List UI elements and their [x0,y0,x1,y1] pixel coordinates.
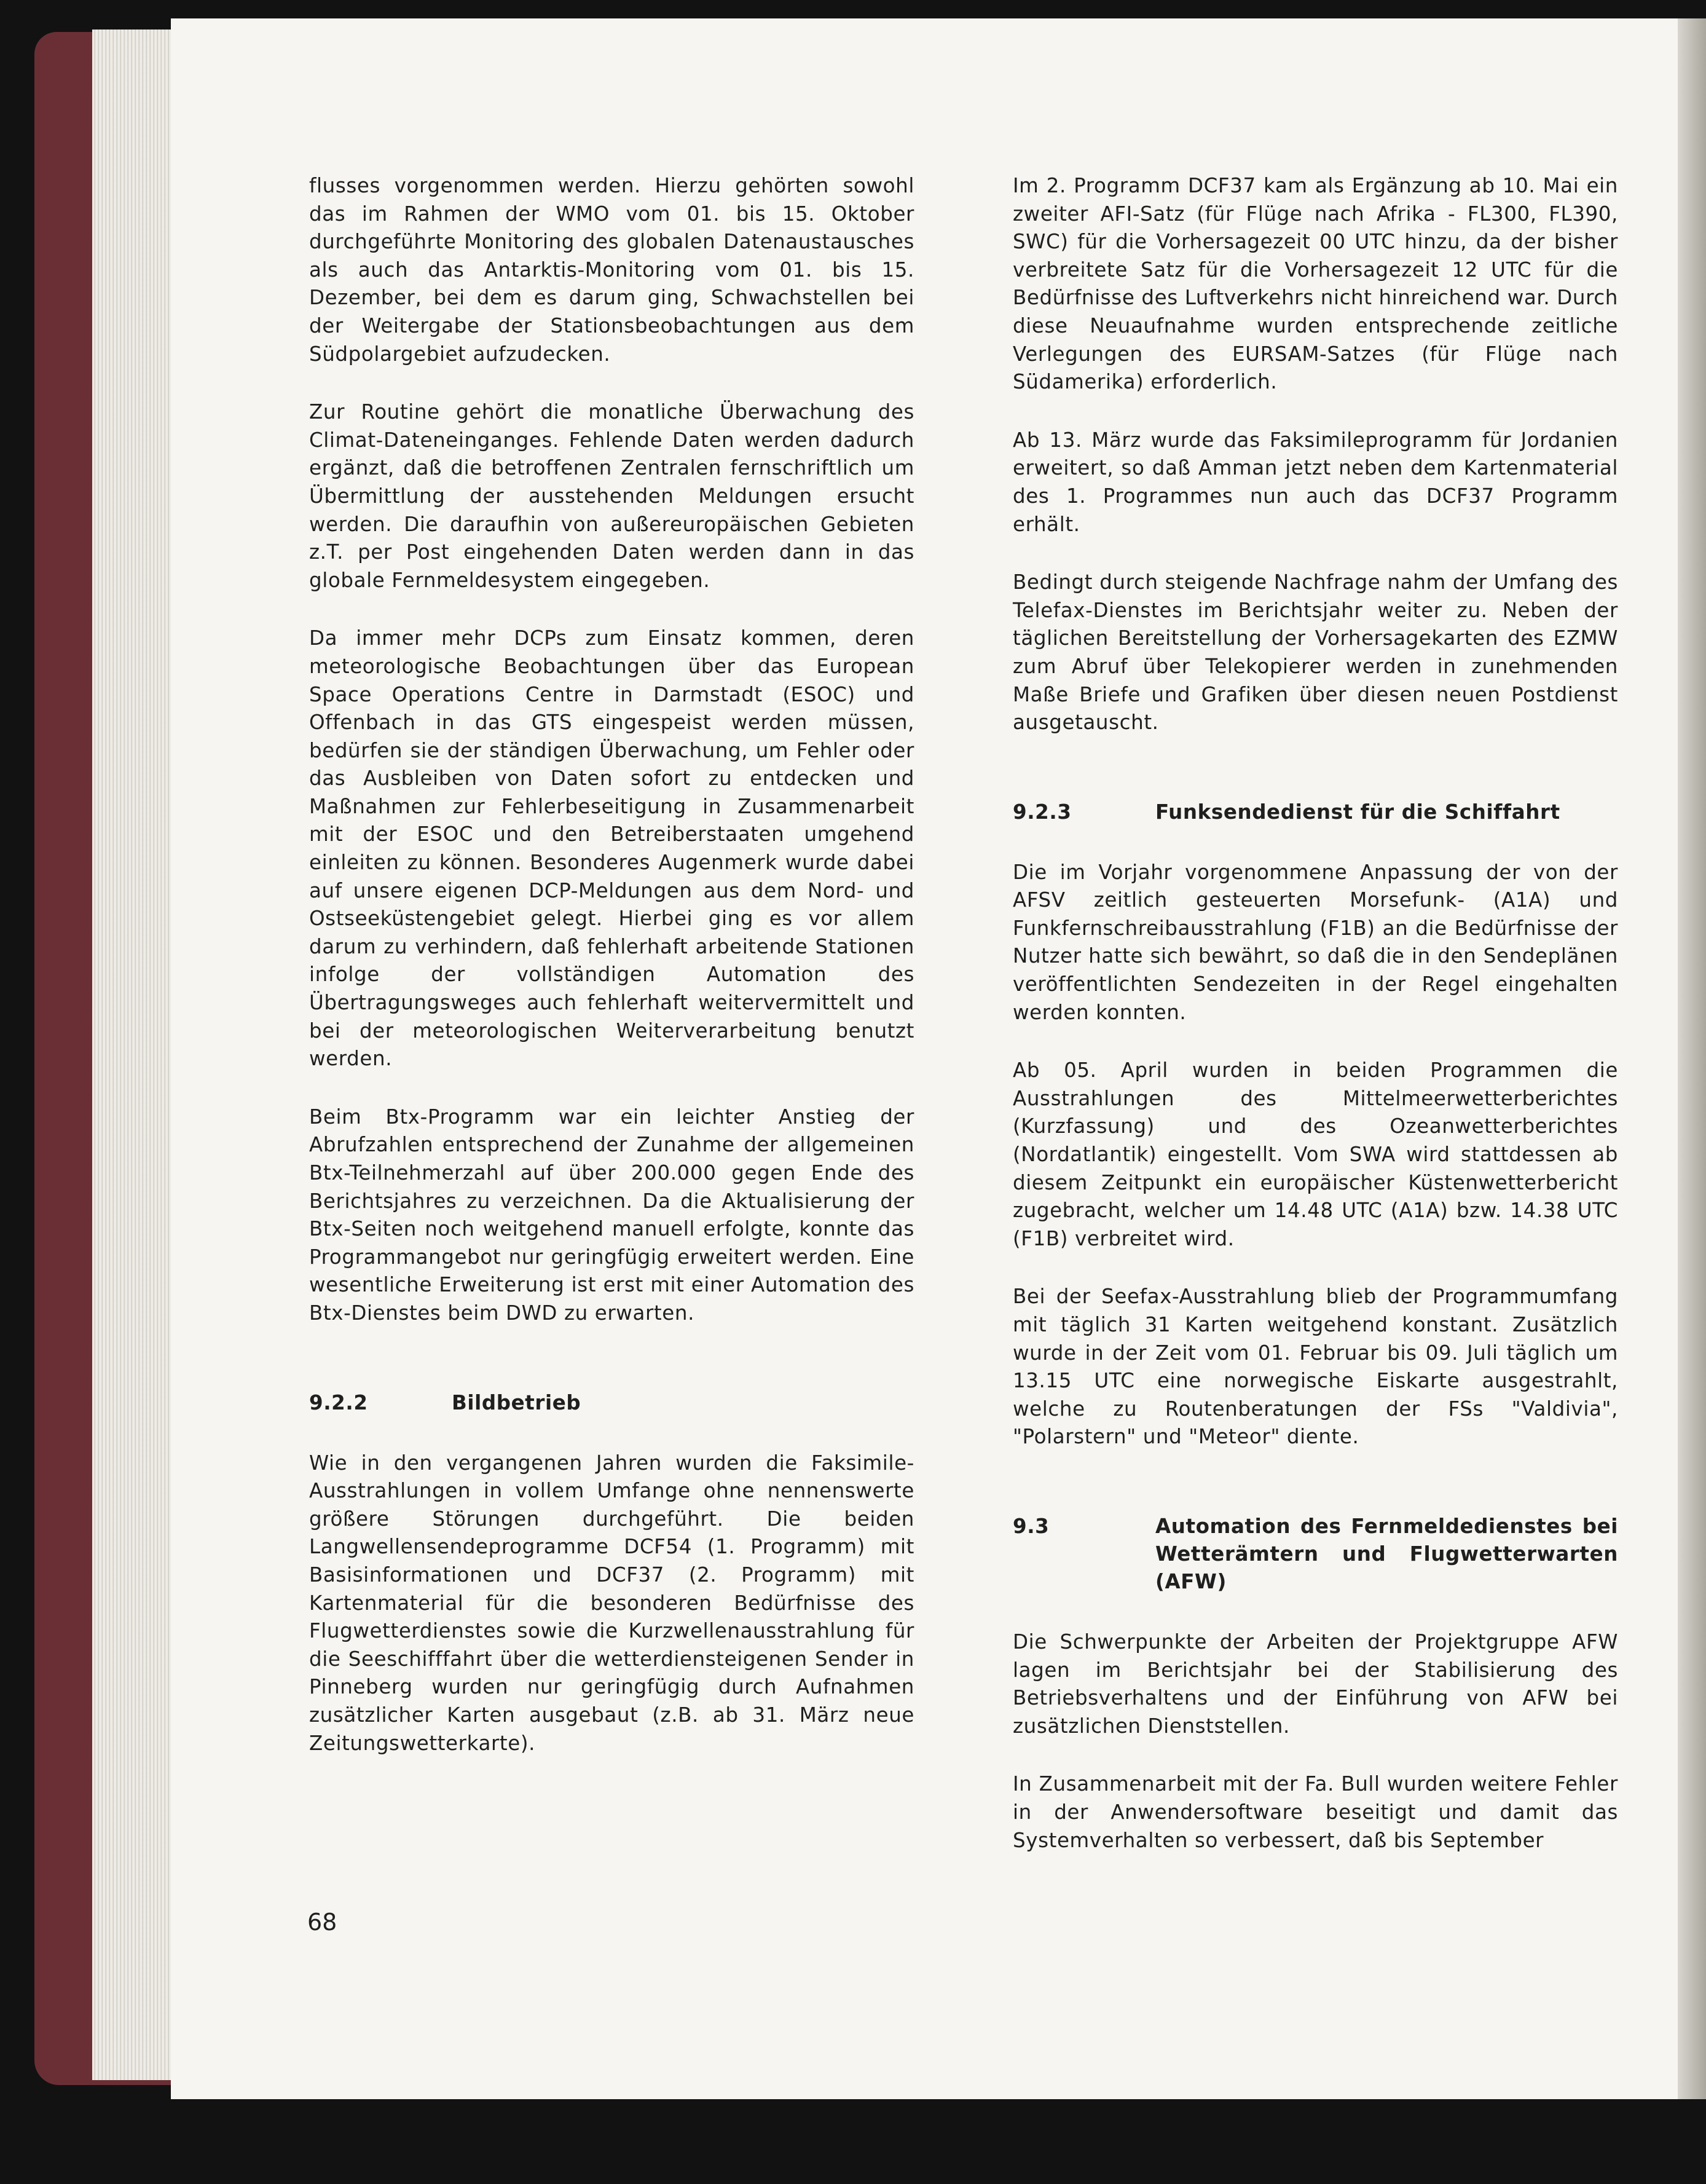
section-number: 9.3 [1013,1514,1050,1538]
section-title: Automation des Fernmeldedienstes bei Wetterämtern und Flugwetterwarten (AFW) [1155,1514,1618,1593]
paragraph: Im 2. Programm DCF37 kam als Ergänzung ab 10. Mai ein zweiter AFI-Satz (für Flüge nach Afrika - FL300, FL390, SWC) für die Vorhersagezeit 00 UTC hinzu, da der bisher verbreitete Satz für die Vorhersagezeit 12 UTC für die Bedürfnisse des Luftverkehrs nicht hinreichend war. Durch diese Neuaufnahme wurden entsprechende zeitliche Verlegungen des EURSAM-Satzes (für Flüge nach Südamerika) erforderlich. [1013,174,1618,394]
paragraph: flusses vorgenommen werden. Hierzu gehörten sowohl das im Rahmen der WMO vom 01. bis 15. Oktober durchgeführte Monitoring des globalen Datenaustausches als auch das Antarktis-Monitoring vom 01. bis 15. Dezember, bei dem es darum ging, Schwachstellen bei der Weitergabe der Stationsbeobachtungen aus dem Südpolargebiet aufzudecken. [309,174,914,366]
section-title: Funksendedienst für die Schiffahrt [1155,800,1560,824]
paragraph: Ab 13. März wurde das Faksimileprogramm für Jordanien erweitert, so daß Amman jetzt neben dem Kartenmaterial des 1. Programmes nun auch das DCF37 Programm erhält. [1013,428,1618,536]
paragraph: Zur Routine gehört die monatliche Überwachung des Climat-Dateneinganges. Fehlende Daten werden dadurch ergänzt, daß die betroffenen Zentralen fernschriftlich um Übermittlung der ausstehenden Meldungen ersucht werden. Die daraufhin von außereuropäischen Gebieten z.T. per Post eingehenden Daten werden dann in das globale Fernmeldesystem eingegeben. [309,400,914,592]
section-number: 9.2.3 [1013,800,1072,824]
section-number: 9.2.2 [309,1390,368,1414]
paragraph: Ab 05. April wurden in beiden Programmen die Ausstrahlungen des Mittelmeerwetterberichtes (Kurzfassung) und des Ozeanwetterberichtes (Nordatlantik) eingestellt. Vom SWA wird stattdessen ab diesem Zeitpunkt ein europäischer Küstenwetterbericht zugebracht, welcher um 14.48 UTC (A1A) bzw. 14.38 UTC (F1B) verbreitet wird. [1013,1058,1618,1250]
page-fold-shadow [1678,18,1706,2099]
section-heading-9-2-2 [309,1389,914,1417]
paragraph: In Zusammenarbeit mit der Fa. Bull wurden weitere Fehler in der Anwendersoftware beseitigt und damit das Systemverhalten so verbessert, daß bis September [1013,1772,1618,1852]
paragraph: Die Schwerpunkte der Arbeiten der Projektgruppe AFW lagen im Berichtsjahr bei der Stabilisierung des Betriebsverhaltens und der Einführung von AFW bei zusätzlichen Dienststellen. [1013,1630,1618,1738]
paragraph: Bedingt durch steigende Nachfrage nahm der Umfang des Telefax-Dienstes im Berichtsjahr weiter zu. Neben der täglichen Bereitstellung der Vorhersagekarten des EZMW zum Abruf über Telekopierer werden in zunehmenden Maße Briefe und Grafiken über diesen neuen Postdienst ausgetauscht. [1013,570,1618,735]
section-heading-9-3 [1013,1513,1618,1596]
paragraph: Bei der Seefax-Ausstrahlung blieb der Programmumfang mit täglich 31 Karten weitgehend konstant. Zusätzlich wurde in der Zeit vom 01. Februar bis 09. Juli täglich um 13.15 UTC eine norwegische Eiskarte ausgestrahlt, welche zu Routenberatungen der FSs "Valdivia", "Polarstern" und "Meteor" diente. [1013,1285,1618,1449]
section-title: Bildbetrieb [452,1390,581,1414]
paragraph: Die im Vorjahr vorgenommene Anpassung der von der AFSV zeitlich gesteuerten Morsefunk- (A1A) und Funkfernschreibausstrahlung (F1B) an die Bedürfnisse der Nutzer hatte sich bewährt, so daß die in den Sendeplänen veröffentlichten Sendezeiten in der Regel eingehalten werden konnten. [1013,860,1618,1024]
paragraph: Beim Btx-Programm war ein leichter Anstieg der Abrufzahlen entsprechend der Zunahme der allgemeinen Btx-Teilnehmerzahl auf über 200.000 gegen Ende des Berichtsjahres zu verzeichnen. Da die Aktualisierung der Btx-Seiten noch weitgehend manuell erfolgte, konnte das Programmangebot nur geringfügig erweitert werden. Eine wesentliche Erweiterung ist erst mit einer Automation des Btx-Dienstes beim DWD zu erwarten. [309,1105,914,1325]
right-column [1013,172,1618,1885]
page-number: 68 [307,1909,337,1936]
paragraph: Da immer mehr DCPs zum Einsatz kommen, deren meteorologische Beobachtungen über das European Space Operations Centre in Darmstadt (ESOC) und Offenbach in das GTS eingespeist werden müssen, bedürfen sie der ständigen Überwachung, um Fehler oder das Ausbleiben von Daten sofort zu entdecken und Maßnahmen zur Fehlerbeseitigung in Zusammenarbeit mit der ESOC und den Betreiberstaaten umgehend einleiten zu können. Besonderes Augenmerk wurde dabei auf unsere eigenen DCP-Meldungen aus dem Nord- und Ostseeküstengebiet gelegt. Hierbei ging es vor allem darum zu verhindern, daß fehlerhaft arbeitende Stationen infolge der vollständigen Automation des Übertragungsweges auch fehlerhaft weitervermittelt und bei der meteorologischen Weiterverarbeitung benutzt werden. [309,626,914,1071]
page-edges [92,30,178,2080]
left-column [309,172,914,1788]
paragraph: Wie in den vergangenen Jahren wurden die Faksimile-Ausstrahlungen in vollem Umfange ohne nennenswerte größere Störungen durchgeführt. Die beiden Langwellensendeprogramme DCF54 (1. Programm) mit Basisinformationen und DCF37 (2. Programm) mit Kartenmaterial für die besonderen Bedürfnisse des Flugwetterdienstes sowie die Kurzwellenausstrahlung für die Seeschifffahrt über die wetterdiensteigenen Sender in Pinneberg wurden nur geringfügig durch Aufnahmen zusätzlicher Karten ausgebaut (z.B. ab 31. März neue Zeitungswetterkarte). [309,1451,914,1755]
section-heading-9-2-3 [1013,798,1618,826]
